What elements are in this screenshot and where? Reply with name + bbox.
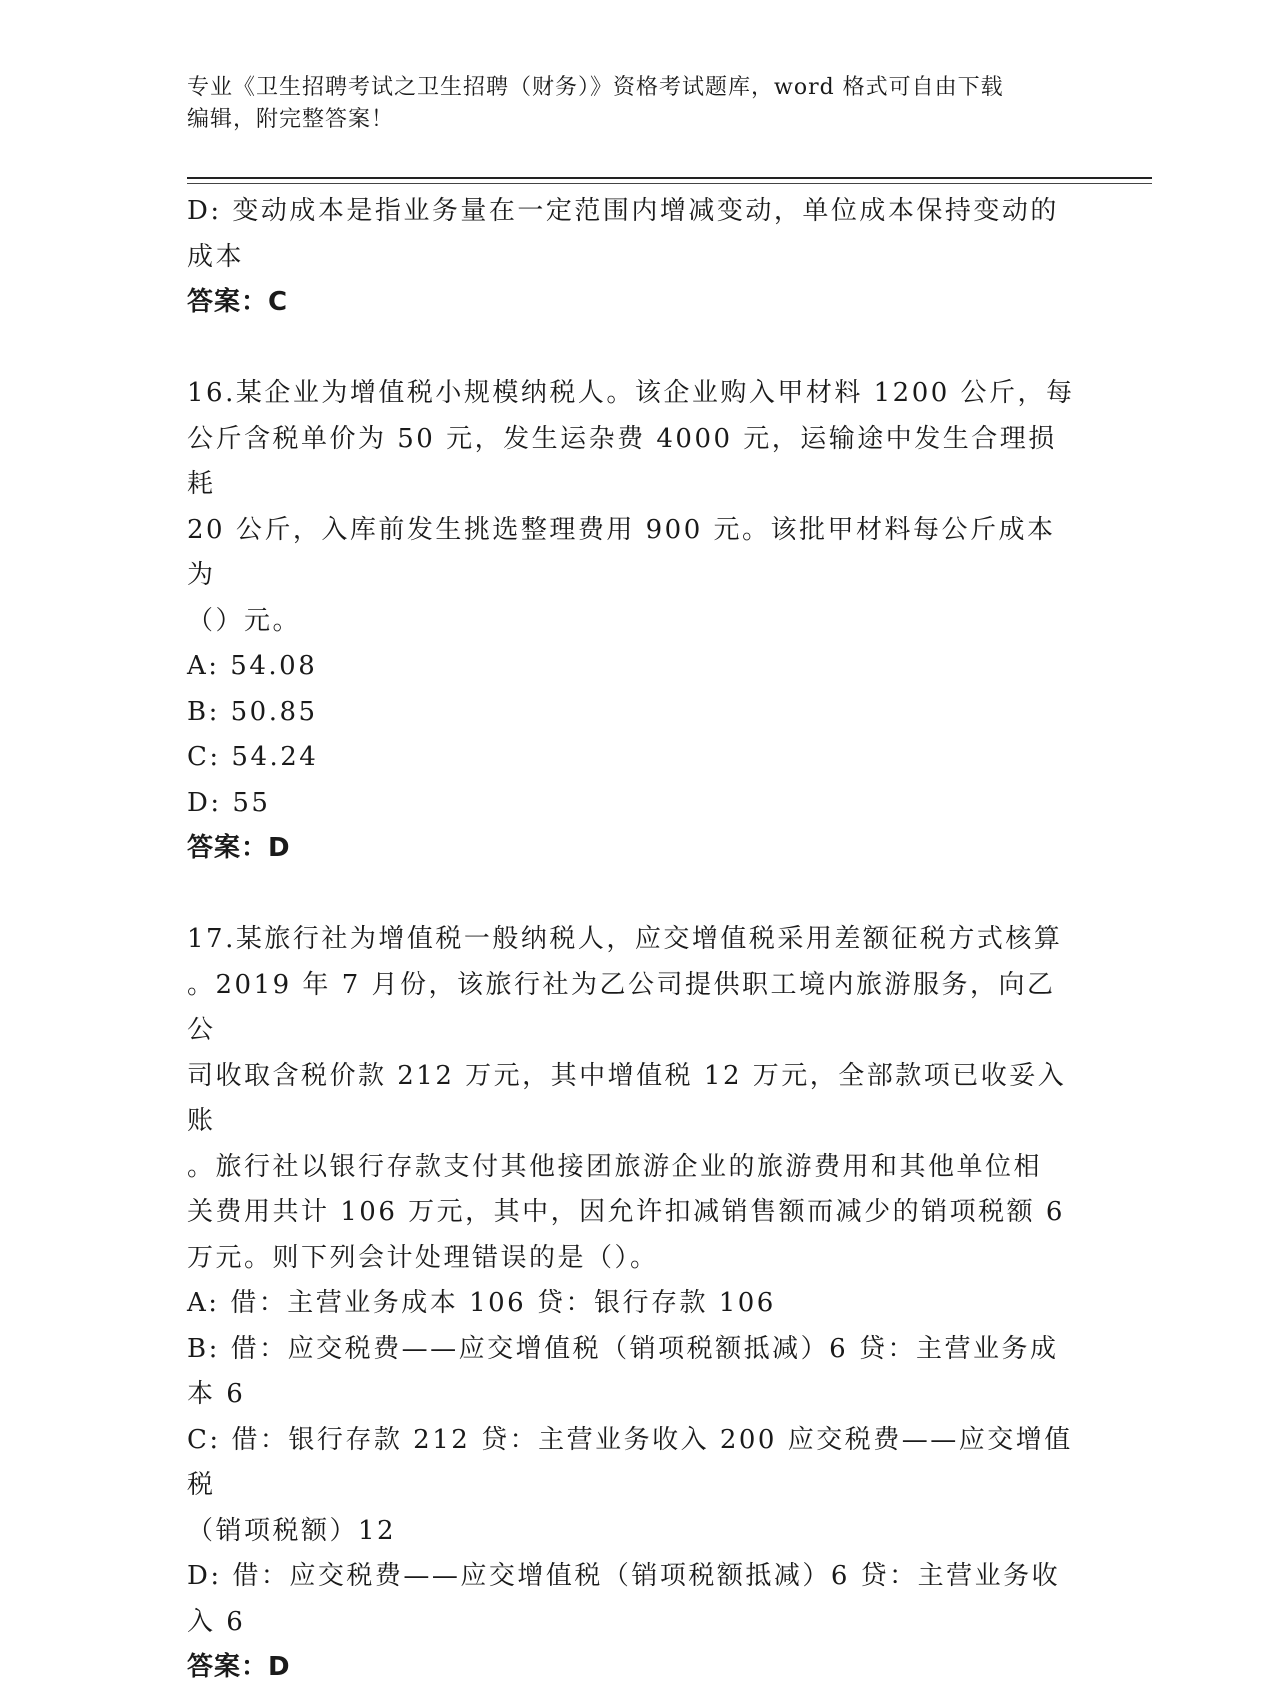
question-17-option-c-line-2: （销项税额）12 [187, 1515, 397, 1546]
question-16-stem-line-4: （）元。 [187, 605, 302, 636]
spacer [187, 872, 1082, 918]
question-16-answer: 答案：D [187, 833, 291, 863]
header-divider-thick [187, 177, 1152, 179]
document-body [187, 189, 1082, 1691]
question-16-option-b: B: 50.85 [187, 696, 318, 727]
question-16-option-a: A: 54.08 [187, 651, 318, 681]
question-17-stem-line-2: 。2019 年 7 月份，该旅行社为乙公司提供职工境内旅游服务，向乙公 [187, 969, 1056, 1045]
question-16-stem-line-1: 16.某企业为增值税小规模纳税人。该企业购入甲材料 1200 公斤，每 [187, 378, 1075, 408]
question-16-option-d: D: 55 [187, 787, 271, 818]
header-line-2: 编辑，附完整答案！ [187, 107, 395, 132]
header-divider-thin [187, 183, 1152, 184]
question-16-stem-line-3: 20 公斤，入库前发生挑选整理费用 900 元。该批甲材料每公斤成本为 [187, 514, 1056, 590]
question-17-stem-line-4: 。旅行社以银行存款支付其他接团旅游企业的旅游费用和其他单位相 [187, 1151, 1043, 1182]
question-17-option-b-line-2: 本 6 [187, 1379, 246, 1409]
option-d-line-1: D: 变动成本是指业务量在一定范围内增减变动，单位成本保持变动的 [187, 196, 1059, 226]
header-line-1: 专业《卫生招聘考试之卫生招聘（财务）》资格考试题库，word 格式可自由下载 [187, 75, 1004, 100]
question-17-answer: 答案：D [187, 1652, 291, 1682]
spacer [187, 326, 1082, 372]
question-17-stem-line-5: 关费用共计 106 万元，其中，因允许扣减销售额而减少的销项税额 6 [187, 1197, 1065, 1227]
question-17-option-b-line-1: B: 借：应交税费——应交增值税（销项税额抵减）6 贷：主营业务成 [187, 1333, 1059, 1364]
question-17-stem-line-6: 万元。则下列会计处理错误的是（）。 [187, 1242, 659, 1273]
option-d-line-2: 成本 [187, 241, 245, 272]
question-17-option-d-line-1: D: 借：应交税费——应交增值税（销项税额抵减）6 贷：主营业务收 [187, 1561, 1061, 1591]
question-17 [187, 917, 1082, 1691]
question-16-stem-line-2: 公斤含税单价为 50 元，发生运杂费 4000 元，运输途中发生合理损耗 [187, 423, 1057, 499]
document-header [187, 72, 1067, 136]
question-17-option-c-line-1: C: 借：银行存款 212 贷：主营业务收入 200 应交税费——应交增值税 [187, 1424, 1073, 1500]
question-17-option-a: A: 借：主营业务成本 106 贷：银行存款 106 [187, 1288, 776, 1318]
question-17-stem-line-1: 17.某旅行社为增值税一般纳税人，应交增值税采用差额征税方式核算 [187, 924, 1063, 954]
answer-line: 答案：C [187, 287, 289, 317]
question-17-stem-line-3: 司收取含税价款 212 万元，其中增值税 12 万元，全部款项已收妥入账 [187, 1060, 1067, 1136]
question-16 [187, 371, 1082, 872]
question-16-option-c: C: 54.24 [187, 742, 319, 772]
previous-question-tail [187, 189, 1082, 326]
question-17-option-d-line-2: 入 6 [187, 1606, 246, 1637]
